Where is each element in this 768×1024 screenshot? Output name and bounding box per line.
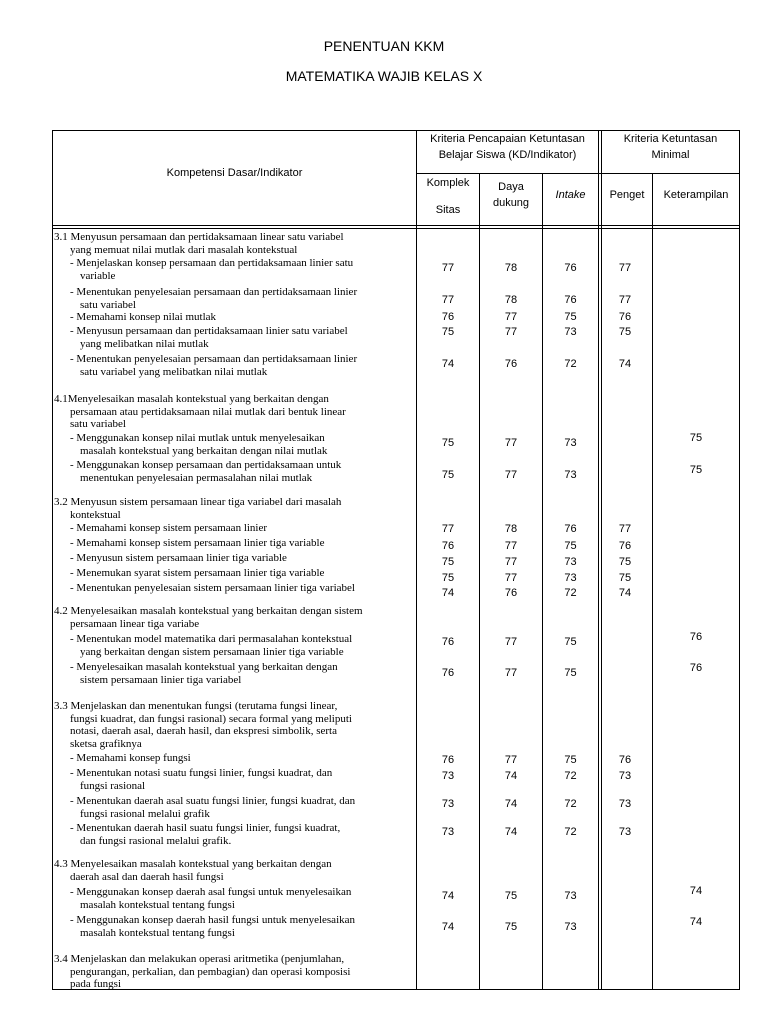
score-i: 73 xyxy=(564,572,577,584)
score-p: 73 xyxy=(618,826,632,838)
kd-text-line: fungsi rasional melalui grafik xyxy=(80,807,210,820)
score-k: 75 xyxy=(441,326,455,338)
score-d: 77 xyxy=(504,326,518,338)
score-k: 76 xyxy=(441,754,455,766)
group-header-separator xyxy=(416,173,740,174)
kd-text-line: - Menjelaskan konsep persamaan dan pertidaksamaan linier satu xyxy=(70,257,354,269)
kd-text-line: variable xyxy=(80,269,116,282)
header-komplek-line2: Sitas xyxy=(435,204,461,216)
kd-text-line: kontekstual xyxy=(70,508,121,521)
kd-text-line: - Menentukan penyelesaian persamaan dan pertidaksamaan linier xyxy=(70,353,358,365)
kd-text-line: - Menentukan model matematika dari permasalahan kontekstual xyxy=(70,633,353,645)
score-d: 77 xyxy=(504,572,518,584)
kd-text-line: fungsi rasional xyxy=(80,779,146,792)
score-d: 75 xyxy=(504,921,518,933)
score-i: 75 xyxy=(564,540,577,552)
header-komplek-line1: Komplek xyxy=(426,177,470,189)
score-i: 76 xyxy=(564,294,577,306)
score-p: 74 xyxy=(618,358,632,370)
kd-text-line: - Menyelesaikan masalah kontekstual yang berkaitan dengan xyxy=(70,661,338,673)
header-daya-line1: Daya xyxy=(498,181,524,193)
score-p: 77 xyxy=(618,523,632,535)
header-daya-line2: dukung xyxy=(492,197,530,209)
score-k: 77 xyxy=(441,262,455,274)
score-i: 75 xyxy=(564,311,577,323)
score-k: 76 xyxy=(441,311,455,323)
header-keterampilan: Keterampilan xyxy=(663,189,729,201)
score-k: 76 xyxy=(441,636,455,648)
score-d: 75 xyxy=(504,890,518,902)
kd-text-line: daerah asal dan daerah hasil fungsi xyxy=(70,870,224,883)
kd-text-line: satu variabel xyxy=(80,298,136,311)
score-k: 73 xyxy=(441,826,455,838)
score-ket: 75 xyxy=(689,464,703,476)
score-i: 73 xyxy=(564,326,577,338)
score-k: 75 xyxy=(441,469,455,481)
score-p: 75 xyxy=(618,556,632,568)
table-border-right xyxy=(739,130,740,990)
score-d: 78 xyxy=(504,523,518,535)
score-p: 76 xyxy=(618,754,632,766)
kd-text-line: notasi, daerah asal, daerah hasil, dan ekspresi simbolik, serta xyxy=(70,725,337,737)
score-i: 75 xyxy=(564,636,577,648)
score-i: 72 xyxy=(564,798,577,810)
score-ket: 76 xyxy=(689,662,703,674)
score-p: 74 xyxy=(618,587,632,599)
score-d: 77 xyxy=(504,754,518,766)
kd-text-line: 4.1Menyelesaikan masalah kontekstual yang berkaitan dengan xyxy=(54,393,329,405)
kd-text-line: - Memahami konsep nilai mutlak xyxy=(70,311,217,323)
kd-text-line: 3.1 Menyusun persamaan dan pertidaksamaan linear satu variabel xyxy=(54,231,344,243)
table-border-left xyxy=(52,130,53,990)
score-k: 75 xyxy=(441,556,455,568)
score-d: 77 xyxy=(504,540,518,552)
kd-text-line: - Menentukan penyelesaian sistem persamaan linier tiga variabel xyxy=(70,582,355,594)
score-i: 72 xyxy=(564,587,577,599)
kd-text-line: 3.4 Menjelaskan dan melakukan operasi aritmetika (penjumlahan, xyxy=(54,953,345,965)
score-d: 74 xyxy=(504,826,518,838)
kd-text-line: fungsi kuadrat, dan fungsi rasional) secara formal yang meliputi xyxy=(70,712,352,725)
kd-text-line: - Menggunakan konsep persamaan dan pertidaksamaan untuk xyxy=(70,459,342,471)
header-separator-double xyxy=(52,228,740,229)
score-i: 75 xyxy=(564,754,577,766)
kd-text-line: persamaan atau pertidaksamaan nilai mutlak dari bentuk linear xyxy=(70,405,346,418)
score-i: 72 xyxy=(564,826,577,838)
score-i: 72 xyxy=(564,770,577,782)
score-ket: 74 xyxy=(689,916,703,928)
kd-text-line: - Memahami konsep sistem persamaan linier xyxy=(70,522,268,534)
kd-text-line: - Memahami konsep fungsi xyxy=(70,752,191,764)
kd-text-line: dan fungsi rasional melalui grafik. xyxy=(80,834,232,847)
kd-text-line: masalah kontekstual tentang fungsi xyxy=(80,898,235,911)
header-group1-line1: Kriteria Pencapaian Ketuntasan xyxy=(430,133,585,145)
score-ket: 74 xyxy=(689,885,703,897)
kd-text-line: yang berkaitan dengan sistem persamaan linier tiga variable xyxy=(80,645,344,658)
page-subtitle: MATEMATIKA WAJIB KELAS X xyxy=(285,68,483,84)
score-p: 77 xyxy=(618,294,632,306)
score-d: 77 xyxy=(504,437,518,449)
score-p: 77 xyxy=(618,262,632,274)
score-k: 76 xyxy=(441,540,455,552)
kd-text-line: 4.2 Menyelesaikan masalah kontekstual yang berkaitan dengan sistem xyxy=(54,605,363,617)
score-p: 73 xyxy=(618,770,632,782)
page-title: PENENTUAN KKM xyxy=(323,38,445,54)
score-p: 73 xyxy=(618,798,632,810)
score-d: 77 xyxy=(504,636,518,648)
kd-text-line: persamaan linear tiga variabe xyxy=(70,617,200,630)
kd-text-line: 3.2 Menyusun sistem persamaan linear tiga variabel dari masalah xyxy=(54,496,342,508)
kd-text-line: - Menentukan notasi suatu fungsi linier, fungsi kuadrat, dan xyxy=(70,767,333,779)
kd-text-line: menentukan penyelesaian permasalahan nilai mutlak xyxy=(80,471,313,484)
score-k: 73 xyxy=(441,770,455,782)
score-ket: 75 xyxy=(689,432,703,444)
header-group1-line2: Belajar Siswa (KD/Indikator) xyxy=(438,149,577,161)
kd-text-line: - Menentukan daerah asal suatu fungsi linier, fungsi kuadrat, dan xyxy=(70,795,356,807)
kd-text-line: yang memuat nilai mutlak dari masalah kontekstual xyxy=(70,243,298,256)
score-i: 72 xyxy=(564,358,577,370)
score-k: 76 xyxy=(441,667,455,679)
kd-text-line: - Memahami konsep sistem persamaan linier tiga variable xyxy=(70,537,325,549)
score-k: 74 xyxy=(441,587,455,599)
header-intake: Intake xyxy=(555,189,586,201)
col-line-4 xyxy=(598,130,599,990)
kd-text-line: sketsa grafiknya xyxy=(70,737,142,750)
kd-text-line: satu variabel xyxy=(70,418,126,430)
score-i: 73 xyxy=(564,469,577,481)
kd-text-line: masalah kontekstual tentang fungsi xyxy=(80,926,235,939)
score-d: 77 xyxy=(504,469,518,481)
kd-text-line: - Menyusun persamaan dan pertidaksamaan linier satu variabel xyxy=(70,325,348,337)
score-d: 77 xyxy=(504,556,518,568)
table-border-top xyxy=(52,130,740,131)
score-d: 77 xyxy=(504,667,518,679)
score-d: 76 xyxy=(504,587,518,599)
kd-text-line: - Menyusun sistem persamaan linier tiga variable xyxy=(70,552,287,564)
score-i: 73 xyxy=(564,437,577,449)
score-k: 77 xyxy=(441,294,455,306)
score-k: 73 xyxy=(441,798,455,810)
score-i: 73 xyxy=(564,890,577,902)
score-i: 76 xyxy=(564,262,577,274)
score-p: 76 xyxy=(618,311,632,323)
score-d: 74 xyxy=(504,770,518,782)
kd-text-line: - Menggunakan konsep daerah asal fungsi untuk menyelesaikan xyxy=(70,886,352,898)
score-k: 77 xyxy=(441,523,455,535)
score-d: 77 xyxy=(504,311,518,323)
score-i: 73 xyxy=(564,921,577,933)
score-i: 75 xyxy=(564,667,577,679)
score-k: 74 xyxy=(441,358,455,370)
kd-text-line: pada fungsi xyxy=(70,978,122,990)
col-line-5 xyxy=(652,173,653,990)
score-p: 75 xyxy=(618,326,632,338)
score-i: 76 xyxy=(564,523,577,535)
score-k: 74 xyxy=(441,890,455,902)
kd-text-line: - Menemukan syarat sistem persamaan linier tiga variable xyxy=(70,567,325,579)
score-k: 75 xyxy=(441,572,455,584)
header-group2-line1: Kriteria Ketuntasan xyxy=(623,133,718,145)
kd-text-line: yang melibatkan nilai mutlak xyxy=(80,337,209,350)
kd-text-line: 3.3 Menjelaskan dan menentukan fungsi (terutama fungsi linear, xyxy=(54,700,338,712)
kd-text-line: satu variabel yang melibatkan nilai mutlak xyxy=(80,365,268,378)
table-border-bottom xyxy=(52,989,740,990)
score-d: 78 xyxy=(504,294,518,306)
kd-text-line: masalah kontekstual yang berkaitan dengan nilai mutlak xyxy=(80,444,328,457)
kd-text-line: - Menentukan penyelesaian persamaan dan pertidaksamaan linier xyxy=(70,286,358,298)
score-p: 75 xyxy=(618,572,632,584)
score-ket: 76 xyxy=(689,631,703,643)
kd-text-line: - Menggunakan konsep nilai mutlak untuk menyelesaikan xyxy=(70,432,325,444)
score-k: 75 xyxy=(441,437,455,449)
kd-text-line: sistem persamaan linier tiga variabel xyxy=(80,673,242,686)
header-kd: Kompetensi Dasar/Indikator xyxy=(166,167,303,179)
header-separator xyxy=(52,225,740,226)
score-i: 73 xyxy=(564,556,577,568)
kd-text-line: 4.3 Menyelesaikan masalah kontekstual yang berkaitan dengan xyxy=(54,858,332,870)
score-d: 76 xyxy=(504,358,518,370)
score-d: 74 xyxy=(504,798,518,810)
header-penget: Penget xyxy=(609,189,645,201)
kd-text-line: - Menggunakan konsep daerah hasil fungsi untuk menyelesaikan xyxy=(70,914,356,926)
kd-text-line: - Menentukan daerah hasil suatu fungsi linier, fungsi kuadrat, xyxy=(70,822,341,834)
kd-text-line: pengurangan, perkalian, dan pembagian) dan operasi komposisi xyxy=(70,965,351,978)
score-d: 78 xyxy=(504,262,518,274)
header-group2-line2: Minimal xyxy=(651,149,690,161)
score-k: 74 xyxy=(441,921,455,933)
score-p: 76 xyxy=(618,540,632,552)
